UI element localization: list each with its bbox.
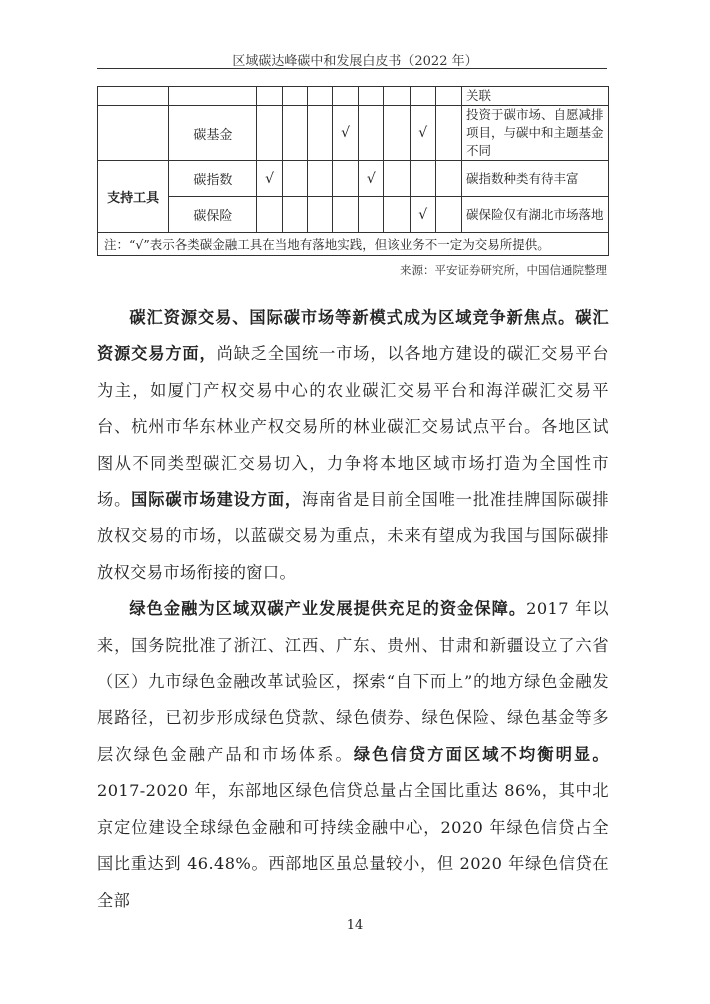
table-footnote: 注：“√”表示各类碳金融工具在当地有落地实践，但该业务不一定为交易所提供。 [98,233,609,256]
check-cell [282,197,307,233]
check-cell: √ [410,106,435,161]
paragraph-lead: 绿色金融为区域双碳产业发展提供充足的资金保障。 [129,599,527,619]
table-row [98,233,609,256]
item-cell: 碳基金 [169,106,257,161]
table-row [98,197,609,233]
check-cell [435,161,461,197]
carbon-finance-table [97,86,609,256]
check-cell [257,197,282,233]
source-note: 来源：平安证券研究所，中国信通院整理 [400,263,607,277]
check-cell: √ [359,161,384,197]
check-cell [282,161,307,197]
table-note: 碳保险仅有湖北市场落地 [461,197,608,233]
check-cell [282,106,307,161]
category-cell: 支持工具 [98,161,169,233]
check-cell: √ [332,106,358,161]
item-cell: 碳指数 [169,161,257,197]
table-note: 碳指数种类有待丰富 [461,161,608,197]
check-cell [384,161,410,197]
paragraph [97,591,609,919]
check-cell [359,106,384,161]
check-cell [307,161,332,197]
check-cell [384,197,410,233]
table-row [98,161,609,197]
check-cell [435,106,461,161]
header-rule [97,68,607,69]
paragraph-bold: 绿色信贷方面区域不均衡明显。 [353,744,609,764]
check-cell [332,197,358,233]
check-cell [332,161,358,197]
check-cell [307,106,332,161]
paragraph-lead: 碳汇资源交易、国际碳市场等新模式成为区域竞争新焦点。碳汇资源交易方面， [97,308,609,364]
running-header: 区域碳达峰碳中和发展白皮书（2022 年） [232,54,478,69]
table-note: 投资于碳市场、自愿减排项目，与碳中和主题基金不同 [461,106,608,161]
paragraph-bold: 国际碳市场建设方面， [131,490,302,510]
table-note: 关联 [461,87,608,106]
paragraph-text: 尚缺乏全国统一市场，以各地方建设的碳汇交易平台为主，如厦门产权交易中心的农业碳汇交易平台和海洋碳汇交易平台、杭州市华东林业产权交易所的林业碳汇交易试点平台。各地区试图从不同类型碳汇交易切入，力争将本地区域市场打造为全国性市场。 [97,344,609,510]
check-cell: √ [257,161,282,197]
check-cell [307,197,332,233]
item-cell: 碳保险 [169,197,257,233]
check-cell [257,106,282,161]
paragraph-text: 2017 年以来，国务院批准了浙江、江西、广东、贵州、甘肃和新疆设立了六省（区）九市绿色金融改革试验区，探索“自下而上”的地方绿色金融发展路径，已初步形成绿色贷款、绿色债券、绿色保险、绿色基金等多层次绿色金融产品和市场体系。 [97,599,609,764]
check-cell [359,197,384,233]
paragraph [97,300,609,591]
check-cell [384,106,410,161]
paragraph-text: 海南省是目前全国唯一批准挂牌国际碳排放权交易的市场，以蓝碳交易为重点，未来有望成为我国与国际碳排放权交易市场衔接的窗口。 [97,490,609,582]
table-row [98,106,609,161]
paragraph-text: 2017-2020 年，东部地区绿色信贷总量占全国比重达 86%，其中北京定位建设全球绿色金融和可持续金融中心，2020 年绿色信贷占全国比重达到 46.48%。西部地区虽总量较小，但 2020 年绿色信贷在全部 [97,781,609,910]
page-number: 14 [346,918,364,933]
check-cell: √ [410,197,435,233]
body-text [97,300,609,919]
table-row [98,87,609,106]
check-cell [435,197,461,233]
check-cell [410,161,435,197]
